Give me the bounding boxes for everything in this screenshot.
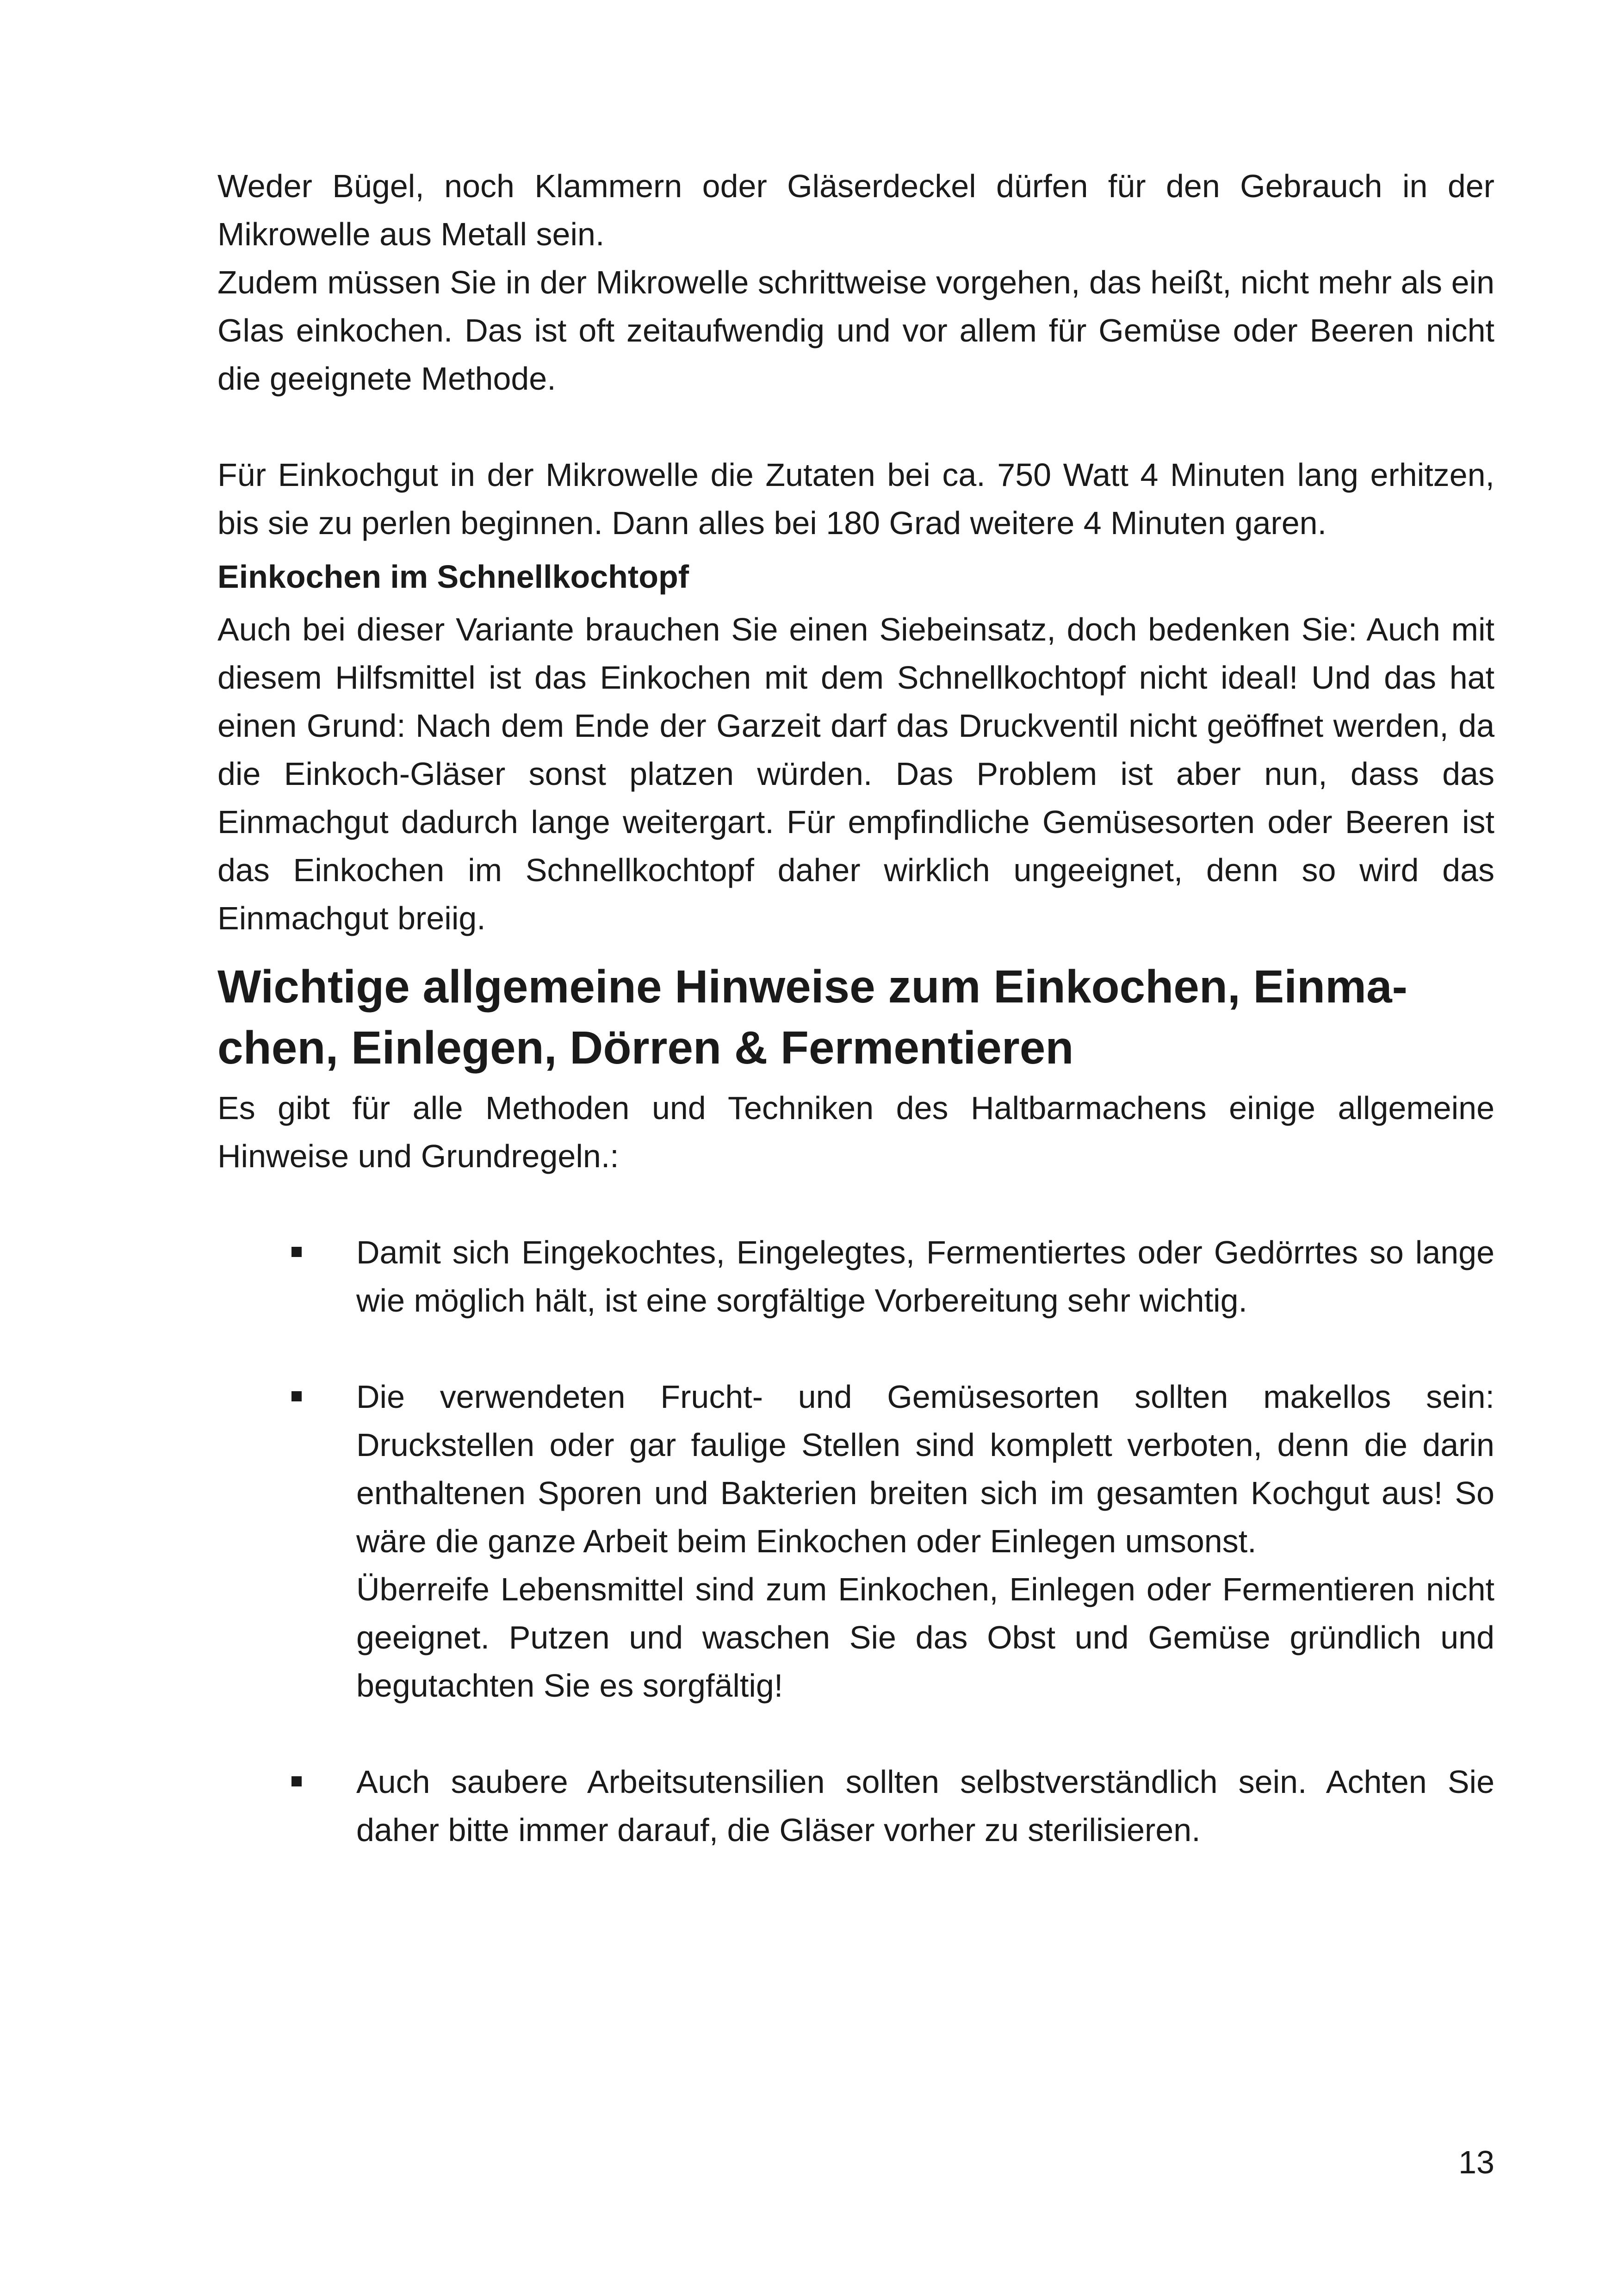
bullet-text-continued: Überreife Lebensmittel sind zum Einkochen, Einlegen oder Fermentieren nicht geeignet. Putzen und waschen Sie das Obst und Gemüse gründlich und begutachten Sie es sorgfältig!: [356, 1571, 1494, 1704]
square-bullet-icon: [291, 1776, 302, 1786]
bullet-item-sterilisieren: [217, 1758, 1494, 1854]
section-heading-line-2: chen, Einlegen, Dörren & Fermentieren: [217, 1022, 1074, 1074]
page-number: 13: [1458, 2144, 1494, 2180]
bullet-item-vorbereitung: [217, 1228, 1494, 1325]
square-bullet-icon: [291, 1391, 302, 1401]
subheading-schnellkochtopf: Einkochen im Schnellkochtopf: [217, 559, 689, 595]
spacer: [217, 403, 1494, 451]
bullet-text: Auch saubere Arbeitsutensilien sollten selbstverständlich sein. Achten Sie daher bitte immer darauf, die Gläser vorher zu sterilisieren.: [356, 1764, 1494, 1848]
section-heading-line-1: Wichtige allgemeine Hinweise zum Einkochen, Einma-: [217, 961, 1407, 1013]
paragraph-metal: Weder Bügel, noch Klammern oder Gläserdeckel dürfen für den Gebrauch in der Mikrowelle aus Metall sein.: [217, 168, 1494, 252]
section-heading-hinweise: [217, 956, 1494, 1078]
bullet-text: Damit sich Eingekochtes, Eingelegtes, Fermentiertes oder Gedörrtes so lange wie möglich hält, ist eine sorgfältige Vorbereitung sehr wichtig.: [356, 1234, 1494, 1319]
hinweise-bullet-list: [217, 1228, 1494, 1854]
bullet-item-makellos: [217, 1373, 1494, 1710]
page-content: [217, 162, 1494, 1902]
paragraph-schnellkochtopf: Auch bei dieser Variante brauchen Sie einen Siebeinsatz, doch bedenken Sie: Auch mit diesem Hilfsmittel ist das Einkochen mit dem Schnellkochtopf nicht ideal! Und das hat einen Grund: Nach dem Ende der Garzeit darf das Druckventil nicht geöffnet werden, da die Einkoch-Gläser sonst platzen würden. Das Problem ist aber nun, dass das Einmachgut dadurch lange weitergart. Für empfindliche Gemüsesorten oder Beeren ist das Einkochen im Schnellkochtopf daher wirklich ungeeignet, denn so wird das Einmachgut breiig.: [217, 611, 1494, 936]
bullet-text: Die verwendeten Frucht- und Gemüsesorten sollten makellos sein: Druckstellen oder gar faulige Stellen sind komplett verboten, denn die darin enthaltenen Sporen und Bakterien breiten sich im gesamten Kochgut aus! So wäre die ganze Arbeit beim Einkochen oder Einlegen umsonst.: [356, 1379, 1494, 1559]
square-bullet-icon: [291, 1247, 302, 1257]
paragraph-microwave-instructions: Für Einkochgut in der Mikrowelle die Zutaten bei ca. 750 Watt 4 Minuten lang erhitzen, bis sie zu perlen beginnen. Dann alles bei 180 Grad weitere 4 Minuten garen.: [217, 457, 1494, 541]
paragraph-stepwise: Zudem müssen Sie in der Mikrowelle schrittweise vorgehen, das heißt, nicht mehr als ein Glas einkochen. Das ist oft zeitaufwendig und vor allem für Gemüse oder Beeren nicht die geeignete Methode.: [217, 264, 1494, 397]
paragraph-hinweise-intro: Es gibt für alle Methoden und Techniken des Haltbarmachens einige allgemeine Hinweise und Grundregeln.:: [217, 1090, 1494, 1174]
